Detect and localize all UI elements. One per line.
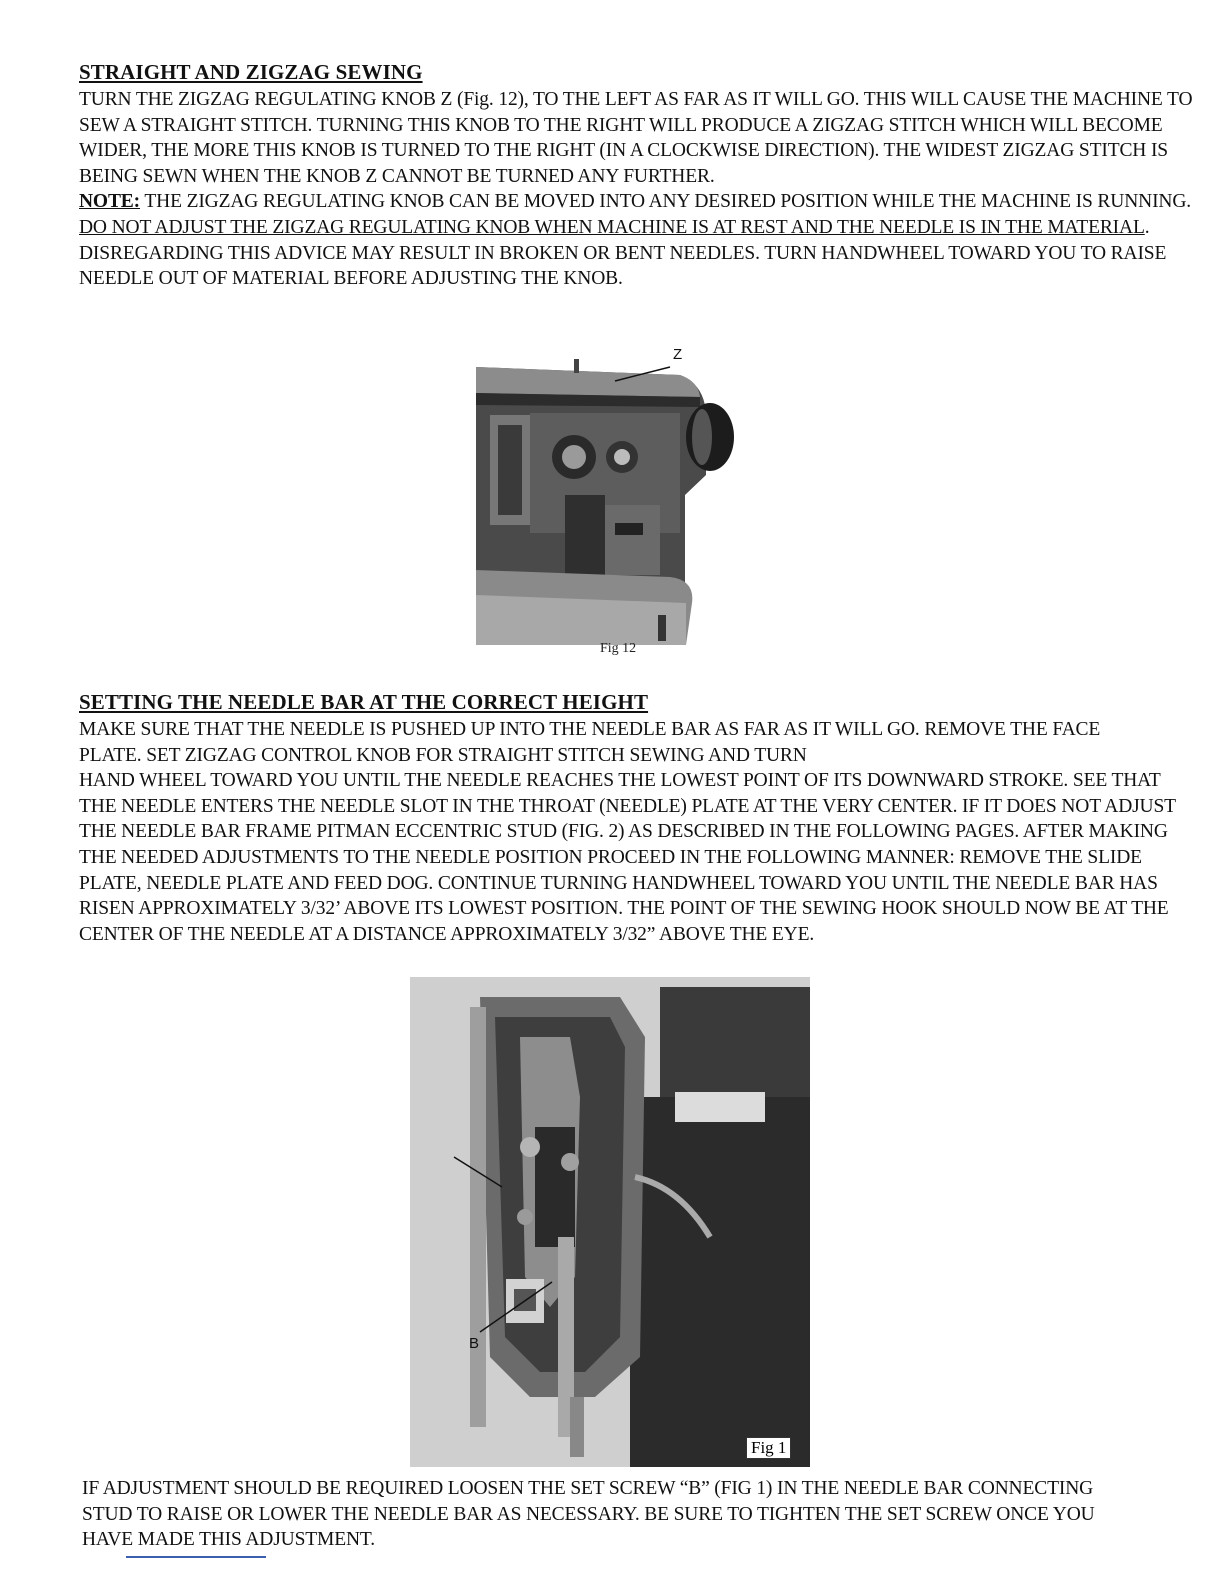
- section2-body: [79, 717, 1199, 947]
- section3-paragraph: IF ADJUSTMENT SHOULD BE REQUIRED LOOSEN THE SET SCREW “B” (FIG 1) IN THE NEEDLE BAR CONNECTING STUD TO RAISE OR LOWER THE NEEDLE BAR AS NECESSARY. BE SURE TO TIGHTEN THE SET SCREW ONCE YOU HAVE MADE THIS ADJUSTMENT.: [82, 1478, 1095, 1551]
- note-label: NOTE:: [79, 191, 141, 213]
- needle-bar-photo: [410, 977, 810, 1467]
- figure-12: [470, 345, 740, 663]
- callout-b: B: [469, 1335, 480, 1352]
- figure-1-caption: Fig 1: [746, 1437, 791, 1459]
- footer-rule: [126, 1556, 266, 1558]
- zigzag-knob-photo: [470, 345, 740, 663]
- note-paragraph: [79, 189, 1199, 291]
- section1-paragraph: TURN THE ZIGZAG REGULATING KNOB Z (Fig. 12), TO THE LEFT AS FAR AS IT WILL GO. THIS WILL CAUSE THE MACHINE TO SEW A STRAIGHT STITCH. TURNING THIS KNOB TO THE RIGHT WILL PRODUCE A ZIGZAG STITCH WHICH WILL BECOME WIDER, THE MORE THIS KNOB IS TURNED TO THE RIGHT (IN A CLOCKWISE DIRECTION). THE WIDEST ZIGZAG STITCH IS BEING SEWN WHEN THE KNOB Z CANNOT BE TURNED ANY FURTHER.: [79, 89, 1193, 187]
- note-warning-underlined: DO NOT ADJUST THE ZIGZAG REGULATING KNOB WHEN MACHINE IS AT REST AND THE NEEDLE IS IN THE MATERIAL: [79, 216, 1145, 238]
- callout-z: Z: [673, 346, 683, 363]
- section-heading-straight-zigzag: STRAIGHT AND ZIGZAG SEWING: [79, 60, 423, 84]
- section1-body: [79, 87, 1199, 292]
- section2-paragraph: HAND WHEEL TOWARD YOU UNTIL THE NEEDLE REACHES THE LOWEST POINT OF ITS DOWNWARD STROKE. SEE THAT THE NEEDLE ENTERS THE NEEDLE SLOT IN THE THROAT (NEEDLE) PLATE AT THE VERY CENTER. IF IT DOES NOT ADJUST THE NEEDLE BAR FRAME PITMAN ECCENTRIC STUD (FIG. 2) AS DESCRIBED IN THE FOLLOWING PAGES. AFTER MAKING THE NEEDED ADJUSTMENTS TO THE NEEDLE POSITION PROCEED IN THE FOLLOWING MANNER: REMOVE THE SLIDE PLATE, NEEDLE PLATE AND FEED DOG. CONTINUE TURNING HANDWHEEL TOWARD YOU UNTIL THE NEEDLE BAR HAS RISEN APPROXIMATELY 3/32’ ABOVE ITS LOWEST POSITION. THE POINT OF THE SEWING HOOK SHOULD NOW BE AT THE CENTER OF THE NEEDLE AT A DISTANCE APPROXIMATELY 3/32” ABOVE THE EYE.: [79, 770, 1176, 945]
- note-text-1: THE ZIGZAG REGULATING KNOB CAN BE MOVED INTO ANY DESIRED POSITION WHILE THE MACHINE IS RUNNING.: [140, 191, 1192, 213]
- figure-1: [410, 977, 810, 1467]
- section2-line1: MAKE SURE THAT THE NEEDLE IS PUSHED UP INTO THE NEEDLE BAR AS FAR AS IT WILL GO. REMOVE THE FACE PLATE. SET ZIGZAG CONTROL KNOB FOR STRAIGHT STITCH SEWING AND TURN: [79, 719, 1101, 766]
- section-heading-needle-bar-height: SETTING THE NEEDLE BAR AT THE CORRECT HEIGHT: [79, 690, 649, 714]
- figure-12-caption: Fig 12: [600, 641, 637, 656]
- section3-body: [82, 1476, 1142, 1553]
- note-text-2: . DISREGARDING THIS ADVICE MAY RESULT IN BROKEN OR BENT NEEDLES. TURN HANDWHEEL TOWARD YOU TO RAISE NEEDLE OUT OF MATERIAL BEFORE ADJUSTING THE KNOB.: [79, 216, 1167, 290]
